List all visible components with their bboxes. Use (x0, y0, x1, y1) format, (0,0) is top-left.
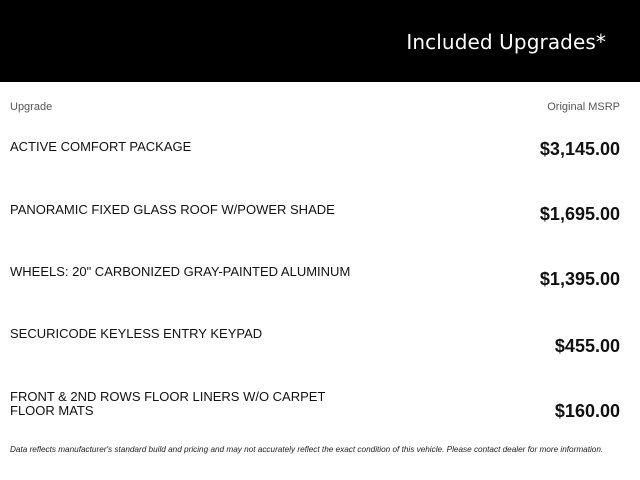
msrp-column-header: Original MSRP (547, 101, 620, 113)
upgrade-price: $1,695.00 (539, 204, 620, 224)
upgrade-name: PANORAMIC FIXED GLASS ROOF W/POWER SHADE (10, 202, 335, 217)
upgrade-price: $1,395.00 (539, 269, 620, 289)
upgrade-name: FRONT & 2ND ROWS FLOOR LINERS W/O CARPET FLOOR MATS (10, 389, 326, 418)
upgrade-name: SECURICODE KEYLESS ENTRY KEYPAD (10, 326, 263, 341)
upgrade-price: $455.00 (554, 336, 620, 356)
upgrade-price: $3,145.00 (539, 139, 620, 159)
disclaimer-footnote: Data reflects manufacturer's standard build and pricing and may not accurately reflect the exact condition of this vehicle. Please contact dealer for more information. (10, 445, 604, 454)
upgrade-price: $160.00 (554, 401, 620, 421)
upgrade-name: WHEELS: 20" CARBONIZED GRAY-PAINTED ALUMINUM (10, 264, 351, 279)
upgrade-column-header: Upgrade (10, 101, 53, 113)
upgrades-header (0, 0, 640, 82)
page-title: Included Upgrades* (406, 30, 606, 54)
upgrade-name: ACTIVE COMFORT PACKAGE (10, 139, 192, 154)
